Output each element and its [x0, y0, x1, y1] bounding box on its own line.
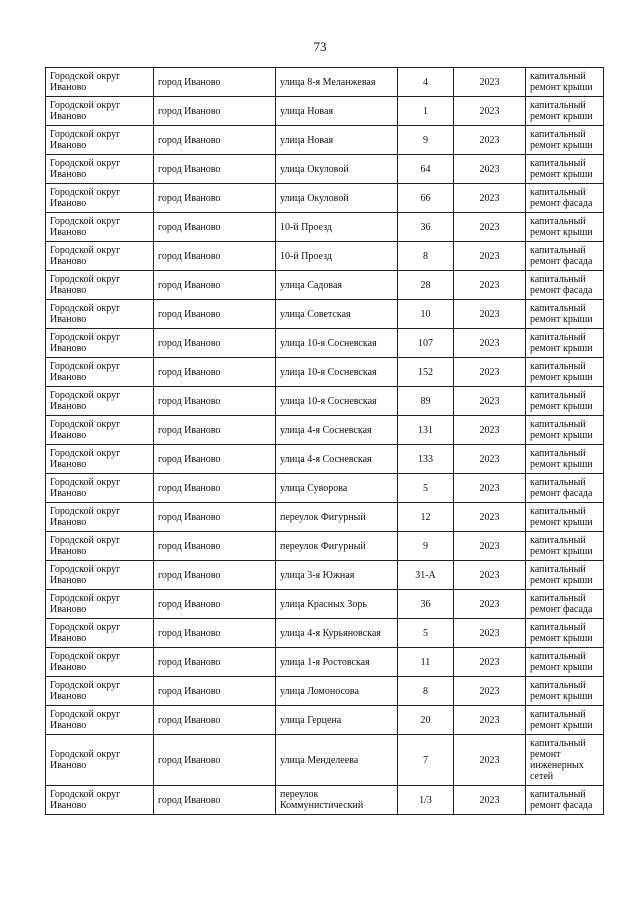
work-type-cell: капитальный ремонт фасада	[526, 474, 604, 503]
district-cell: Городской округ Иваново	[46, 126, 154, 155]
city-cell: город Иваново	[154, 358, 276, 387]
work-type-cell: капитальный ремонт крыши	[526, 677, 604, 706]
year-cell: 2023	[454, 184, 526, 213]
work-type-cell: капитальный ремонт инженерных сетей	[526, 735, 604, 786]
work-type-cell: капитальный ремонт крыши	[526, 97, 604, 126]
year-cell: 2023	[454, 213, 526, 242]
work-type-cell: капитальный ремонт крыши	[526, 503, 604, 532]
street-cell: 10-й Проезд	[276, 213, 398, 242]
table-row	[46, 271, 604, 300]
work-type-cell: капитальный ремонт фасада	[526, 786, 604, 815]
table-row	[46, 242, 604, 271]
city-cell: город Иваново	[154, 648, 276, 677]
city-cell: город Иваново	[154, 561, 276, 590]
year-cell: 2023	[454, 271, 526, 300]
table-row	[46, 184, 604, 213]
city-cell: город Иваново	[154, 242, 276, 271]
city-cell: город Иваново	[154, 416, 276, 445]
year-cell: 2023	[454, 503, 526, 532]
table-row	[46, 474, 604, 503]
city-cell: город Иваново	[154, 68, 276, 97]
street-cell: улица Окуловой	[276, 184, 398, 213]
district-cell: Городской округ Иваново	[46, 648, 154, 677]
work-type-cell: капитальный ремонт крыши	[526, 445, 604, 474]
street-cell: улица 4-я Сосневская	[276, 416, 398, 445]
work-type-cell: капитальный ремонт фасада	[526, 271, 604, 300]
city-cell: город Иваново	[154, 126, 276, 155]
street-cell: улица Окуловой	[276, 155, 398, 184]
street-cell: улица Советская	[276, 300, 398, 329]
work-type-cell: капитальный ремонт крыши	[526, 155, 604, 184]
year-cell: 2023	[454, 68, 526, 97]
city-cell: город Иваново	[154, 97, 276, 126]
table-row	[46, 329, 604, 358]
city-cell: город Иваново	[154, 503, 276, 532]
work-type-cell: капитальный ремонт крыши	[526, 329, 604, 358]
year-cell: 2023	[454, 735, 526, 786]
district-cell: Городской округ Иваново	[46, 735, 154, 786]
district-cell: Городской округ Иваново	[46, 271, 154, 300]
street-cell: переулок Фигурный	[276, 532, 398, 561]
house-number-cell: 10	[398, 300, 454, 329]
city-cell: город Иваново	[154, 329, 276, 358]
district-cell: Городской округ Иваново	[46, 387, 154, 416]
district-cell: Городской округ Иваново	[46, 329, 154, 358]
work-type-cell: капитальный ремонт фасада	[526, 242, 604, 271]
street-cell: улица 4-я Сосневская	[276, 445, 398, 474]
house-number-cell: 9	[398, 532, 454, 561]
table-row	[46, 648, 604, 677]
table-row	[46, 445, 604, 474]
work-type-cell: капитальный ремонт крыши	[526, 532, 604, 561]
street-cell: улица 10-я Сосневская	[276, 387, 398, 416]
house-number-cell: 1/3	[398, 786, 454, 815]
district-cell: Городской округ Иваново	[46, 358, 154, 387]
year-cell: 2023	[454, 561, 526, 590]
district-cell: Городской округ Иваново	[46, 706, 154, 735]
table-row	[46, 561, 604, 590]
house-number-cell: 89	[398, 387, 454, 416]
house-number-cell: 64	[398, 155, 454, 184]
year-cell: 2023	[454, 706, 526, 735]
year-cell: 2023	[454, 126, 526, 155]
year-cell: 2023	[454, 300, 526, 329]
city-cell: город Иваново	[154, 786, 276, 815]
city-cell: город Иваново	[154, 706, 276, 735]
house-number-cell: 131	[398, 416, 454, 445]
house-number-cell: 152	[398, 358, 454, 387]
district-cell: Городской округ Иваново	[46, 213, 154, 242]
table-row	[46, 590, 604, 619]
records-table	[45, 67, 604, 815]
year-cell: 2023	[454, 416, 526, 445]
district-cell: Городской округ Иваново	[46, 155, 154, 184]
year-cell: 2023	[454, 155, 526, 184]
city-cell: город Иваново	[154, 532, 276, 561]
street-cell: улица Новая	[276, 97, 398, 126]
work-type-cell: капитальный ремонт крыши	[526, 387, 604, 416]
house-number-cell: 36	[398, 590, 454, 619]
table-row	[46, 677, 604, 706]
street-cell: улица Суворова	[276, 474, 398, 503]
table-row	[46, 786, 604, 815]
year-cell: 2023	[454, 445, 526, 474]
work-type-cell: капитальный ремонт крыши	[526, 68, 604, 97]
street-cell: переулок Фигурный	[276, 503, 398, 532]
district-cell: Городской округ Иваново	[46, 786, 154, 815]
work-type-cell: капитальный ремонт крыши	[526, 300, 604, 329]
table-row	[46, 358, 604, 387]
city-cell: город Иваново	[154, 474, 276, 503]
street-cell: улица 1-я Ростовская	[276, 648, 398, 677]
year-cell: 2023	[454, 648, 526, 677]
work-type-cell: капитальный ремонт крыши	[526, 561, 604, 590]
city-cell: город Иваново	[154, 300, 276, 329]
street-cell: улица Садовая	[276, 271, 398, 300]
street-cell: улица Ломоносова	[276, 677, 398, 706]
house-number-cell: 9	[398, 126, 454, 155]
year-cell: 2023	[454, 677, 526, 706]
street-cell: улица 10-я Сосневская	[276, 329, 398, 358]
table-row	[46, 532, 604, 561]
year-cell: 2023	[454, 242, 526, 271]
house-number-cell: 5	[398, 619, 454, 648]
table-row	[46, 387, 604, 416]
work-type-cell: капитальный ремонт фасада	[526, 590, 604, 619]
house-number-cell: 28	[398, 271, 454, 300]
district-cell: Городской округ Иваново	[46, 474, 154, 503]
year-cell: 2023	[454, 329, 526, 358]
house-number-cell: 36	[398, 213, 454, 242]
table-row	[46, 416, 604, 445]
table-row	[46, 126, 604, 155]
city-cell: город Иваново	[154, 677, 276, 706]
street-cell: улица 3-я Южная	[276, 561, 398, 590]
district-cell: Городской округ Иваново	[46, 68, 154, 97]
city-cell: город Иваново	[154, 184, 276, 213]
city-cell: город Иваново	[154, 213, 276, 242]
year-cell: 2023	[454, 619, 526, 648]
work-type-cell: капитальный ремонт крыши	[526, 706, 604, 735]
work-type-cell: капитальный ремонт крыши	[526, 126, 604, 155]
house-number-cell: 5	[398, 474, 454, 503]
work-type-cell: капитальный ремонт крыши	[526, 416, 604, 445]
street-cell: 10-й Проезд	[276, 242, 398, 271]
year-cell: 2023	[454, 387, 526, 416]
records-table-body	[46, 68, 604, 815]
work-type-cell: капитальный ремонт крыши	[526, 619, 604, 648]
city-cell: город Иваново	[154, 387, 276, 416]
house-number-cell: 31-А	[398, 561, 454, 590]
district-cell: Городской округ Иваново	[46, 503, 154, 532]
street-cell: улица Новая	[276, 126, 398, 155]
table-row	[46, 155, 604, 184]
district-cell: Городской округ Иваново	[46, 416, 154, 445]
year-cell: 2023	[454, 786, 526, 815]
house-number-cell: 1	[398, 97, 454, 126]
table-row	[46, 213, 604, 242]
city-cell: город Иваново	[154, 271, 276, 300]
year-cell: 2023	[454, 358, 526, 387]
district-cell: Городской округ Иваново	[46, 97, 154, 126]
house-number-cell: 12	[398, 503, 454, 532]
district-cell: Городской округ Иваново	[46, 619, 154, 648]
street-cell: улица Менделеева	[276, 735, 398, 786]
year-cell: 2023	[454, 532, 526, 561]
street-cell: улица 4-я Курьяновская	[276, 619, 398, 648]
table-row	[46, 68, 604, 97]
year-cell: 2023	[454, 590, 526, 619]
district-cell: Городской округ Иваново	[46, 300, 154, 329]
street-cell: улица Красных Зорь	[276, 590, 398, 619]
year-cell: 2023	[454, 474, 526, 503]
house-number-cell: 133	[398, 445, 454, 474]
district-cell: Городской округ Иваново	[46, 590, 154, 619]
table-row	[46, 619, 604, 648]
table-row	[46, 300, 604, 329]
street-cell: улица 8-я Меланжевая	[276, 68, 398, 97]
table-row	[46, 97, 604, 126]
street-cell: переулок Коммунистический	[276, 786, 398, 815]
district-cell: Городской округ Иваново	[46, 532, 154, 561]
district-cell: Городской округ Иваново	[46, 445, 154, 474]
table-row	[46, 503, 604, 532]
work-type-cell: капитальный ремонт фасада	[526, 184, 604, 213]
city-cell: город Иваново	[154, 590, 276, 619]
house-number-cell: 11	[398, 648, 454, 677]
city-cell: город Иваново	[154, 619, 276, 648]
district-cell: Городской округ Иваново	[46, 242, 154, 271]
house-number-cell: 107	[398, 329, 454, 358]
table-row	[46, 706, 604, 735]
city-cell: город Иваново	[154, 445, 276, 474]
house-number-cell: 8	[398, 242, 454, 271]
house-number-cell: 7	[398, 735, 454, 786]
city-cell: город Иваново	[154, 155, 276, 184]
work-type-cell: капитальный ремонт крыши	[526, 213, 604, 242]
city-cell: город Иваново	[154, 735, 276, 786]
page-number: 73	[313, 39, 327, 54]
house-number-cell: 8	[398, 677, 454, 706]
year-cell: 2023	[454, 97, 526, 126]
table-row	[46, 735, 604, 786]
house-number-cell: 66	[398, 184, 454, 213]
district-cell: Городской округ Иваново	[46, 184, 154, 213]
district-cell: Городской округ Иваново	[46, 561, 154, 590]
street-cell: улица 10-я Сосневская	[276, 358, 398, 387]
work-type-cell: капитальный ремонт крыши	[526, 358, 604, 387]
district-cell: Городской округ Иваново	[46, 677, 154, 706]
street-cell: улица Герцена	[276, 706, 398, 735]
house-number-cell: 4	[398, 68, 454, 97]
work-type-cell: капитальный ремонт крыши	[526, 648, 604, 677]
house-number-cell: 20	[398, 706, 454, 735]
